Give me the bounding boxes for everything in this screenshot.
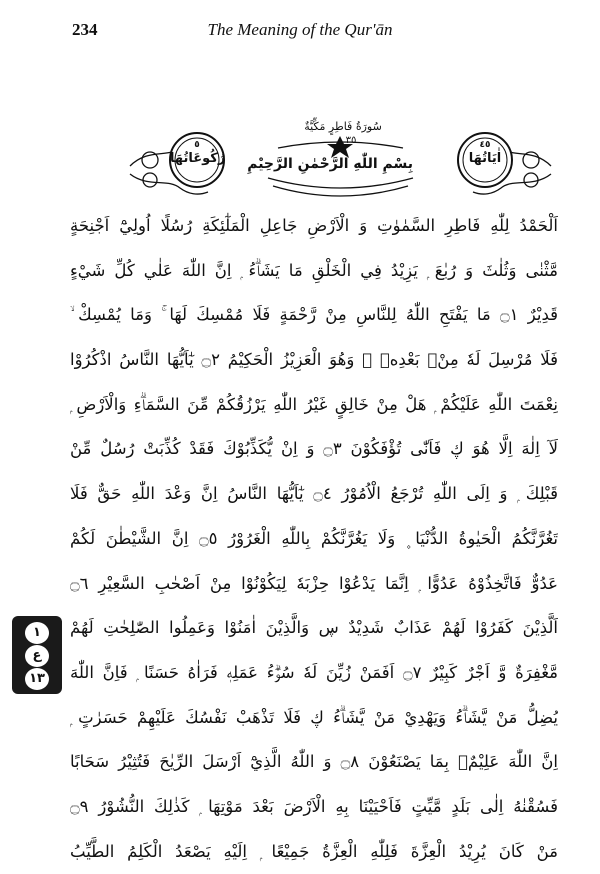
ruku-count-label: رُكُوعَاتُهَا [170, 151, 226, 166]
verse-line: مَّثْنٰى وَثُلٰثَ وَ رُبٰعَ ۭ يَزِيْدُ فِي الْخَلْقِ مَا يَشَاۗءُ ۭ اِنَّ اللّٰهَ عَلٰي كُلِّ شَيْءٍ [70, 260, 558, 280]
surah-name: سُورَةُ فَاطِرٍ مَكِّيَّةٌ [304, 120, 382, 133]
arabic-verse-block [70, 204, 558, 874]
verse-line: مَنْ كَانَ يُرِيْدُ الْعِزَّةَ فَلِلّٰهِ الْعِزَّةُ جَمِيْعًا ۭ اِلَيْهِ يَصْعَدُ الْكَلِمُ الطَّيِّبُ [70, 841, 558, 861]
surah-header-banner [128, 118, 553, 202]
ruku-count-medallion [170, 140, 224, 166]
verse-line: تَغُرَّنَّكُمُ الْحَيٰوةُ الدُّنْيَا ۪ وَلَا يَغُرَّنَّكُمْ بِاللّٰهِ الْغَرُوْرُ ۝٥ اِنَّ الشَّيْطٰنَ لَكُمْ [70, 528, 558, 548]
ayat-count-label: اٰيَاتُهَا [468, 151, 502, 166]
verse-line: مَّغْفِرَةٌ وَّ اَجْرٌ كَبِيْرٌ ۝٧ اَفَمَنْ زُيِّنَ لَهٗ سُوْۗءُ عَمَلِهٖ فَرَاٰهُ حَسَنًا ۭ فَاِنَّ اللّٰهَ [70, 662, 558, 682]
verse-line: قَبْلِكَ ۭ وَ اِلَى اللّٰهِ تُرْجَعُ الْاُمُوْرُ ۝٤ يٰٓاَيُّهَا النَّاسُ اِنَّ وَعْدَ اللّٰهِ حَقٌّ فَلَا [70, 484, 558, 504]
verse-line: اَلَّذِيْنَ كَفَرُوْا لَهُمْ عَذَابٌ شَدِيْدٌ ڛ وَالَّذِيْنَ اٰمَنُوْا وَعَمِلُوا الصّٰلِحٰتِ لَهُمْ [70, 618, 558, 638]
ayat-count-number: ٤٥ [479, 140, 491, 150]
verse-line: قَدِيْرٌ ۝١ مَا يَفْتَحِ اللّٰهُ لِلنَّاسِ مِنْ رَّحْمَةٍ فَلَا مُمْسِكَ لَهَا ۚ وَمَا يُمْسِكْ ۙ [70, 305, 558, 325]
verse-line: نِعْمَتَ اللّٰهِ عَلَيْكُمْ ۭ هَلْ مِنْ خَالِقٍ غَيْرُ اللّٰهِ يَرْزُقُكُمْ مِّنَ السَّمَاۗءِ وَالْاَرْضِ ۭ [70, 394, 558, 414]
verse-line: اَلْحَمْدُ لِلّٰهِ فَاطِرِ السَّمٰوٰتِ وَ الْاَرْضِ جَاعِلِ الْمَلٰٓئِكَةِ رُسُلًا اُولِيْٓ اَجْنِحَةٍ [70, 216, 558, 235]
verse-line: فَلَا مُرْسِلَ لَهٗ مِنْۢ بَعْدِهٖ ۭ وَهُوَ الْعَزِيْزُ الْحَكِيْمُ ۝٢ يٰٓاَيُّهَا النَّاسُ اذْكُرُوْا [70, 350, 558, 370]
verse-line: لَآ اِلٰهَ اِلَّا هُوَ ڮ فَاَنّٰى تُؤْفَكُوْنَ ۝٣ وَ اِنْ يُّكَذِّبُوْكَ فَقَدْ كُذِّبَتْ رُسُلٌ مِّنْ [70, 439, 558, 459]
verse-line: يُضِلُّ مَنْ يَّشَاۗءُ وَيَهْدِيْ مَنْ يَّشَاۗءُ ڮ فَلَا تَذْهَبْ نَفْسُكَ عَلَيْهِمْ حَسَرٰتٍ ۭ [70, 707, 558, 727]
ruku-count-number: ٥ [194, 140, 200, 150]
page-header [0, 0, 600, 48]
verse-line: اِنَّ اللّٰهَ عَلِيْمٌۢ بِمَا يَصْنَعُوْنَ ۝٨ وَ اللّٰهُ الَّذِيْٓ اَرْسَلَ الرِّيٰحَ فَتُثِيْرُ سَحَابًا [70, 752, 558, 772]
verse-line: فَسُقْنٰهُ اِلٰى بَلَدٍ مَّيِّتٍ فَاَحْيَيْنَا بِهِ الْاَرْضَ بَعْدَ مَوْتِهَا ۭ كَذٰلِكَ النُّشُوْرُ ۝٩ [70, 796, 558, 816]
ruku-marker-bottom: ١٣ [25, 668, 49, 690]
ruku-marker-top: ١ [25, 622, 49, 644]
running-title: The Meaning of the Qur'ān [207, 20, 393, 39]
ayat-count-medallion [458, 140, 512, 166]
verse-line: عَدُوٌّ فَاتَّخِذُوْهُ عَدُوًّا ۭ اِنَّمَا يَدْعُوْا حِزْبَهٗ لِيَكُوْنُوْا مِنْ اَصْحٰبِ السَّعِيْرِ ۝٦ [70, 573, 558, 593]
ruku-marker-middle: ع [25, 645, 49, 667]
page-number: 234 [72, 20, 98, 39]
surah-number: ٣٥ [345, 135, 357, 146]
basmala: بِسْمِ اللّٰهِ الرَّحْمٰنِ الرَّحِيْمِ [247, 156, 413, 172]
ruku-marker [12, 616, 62, 694]
